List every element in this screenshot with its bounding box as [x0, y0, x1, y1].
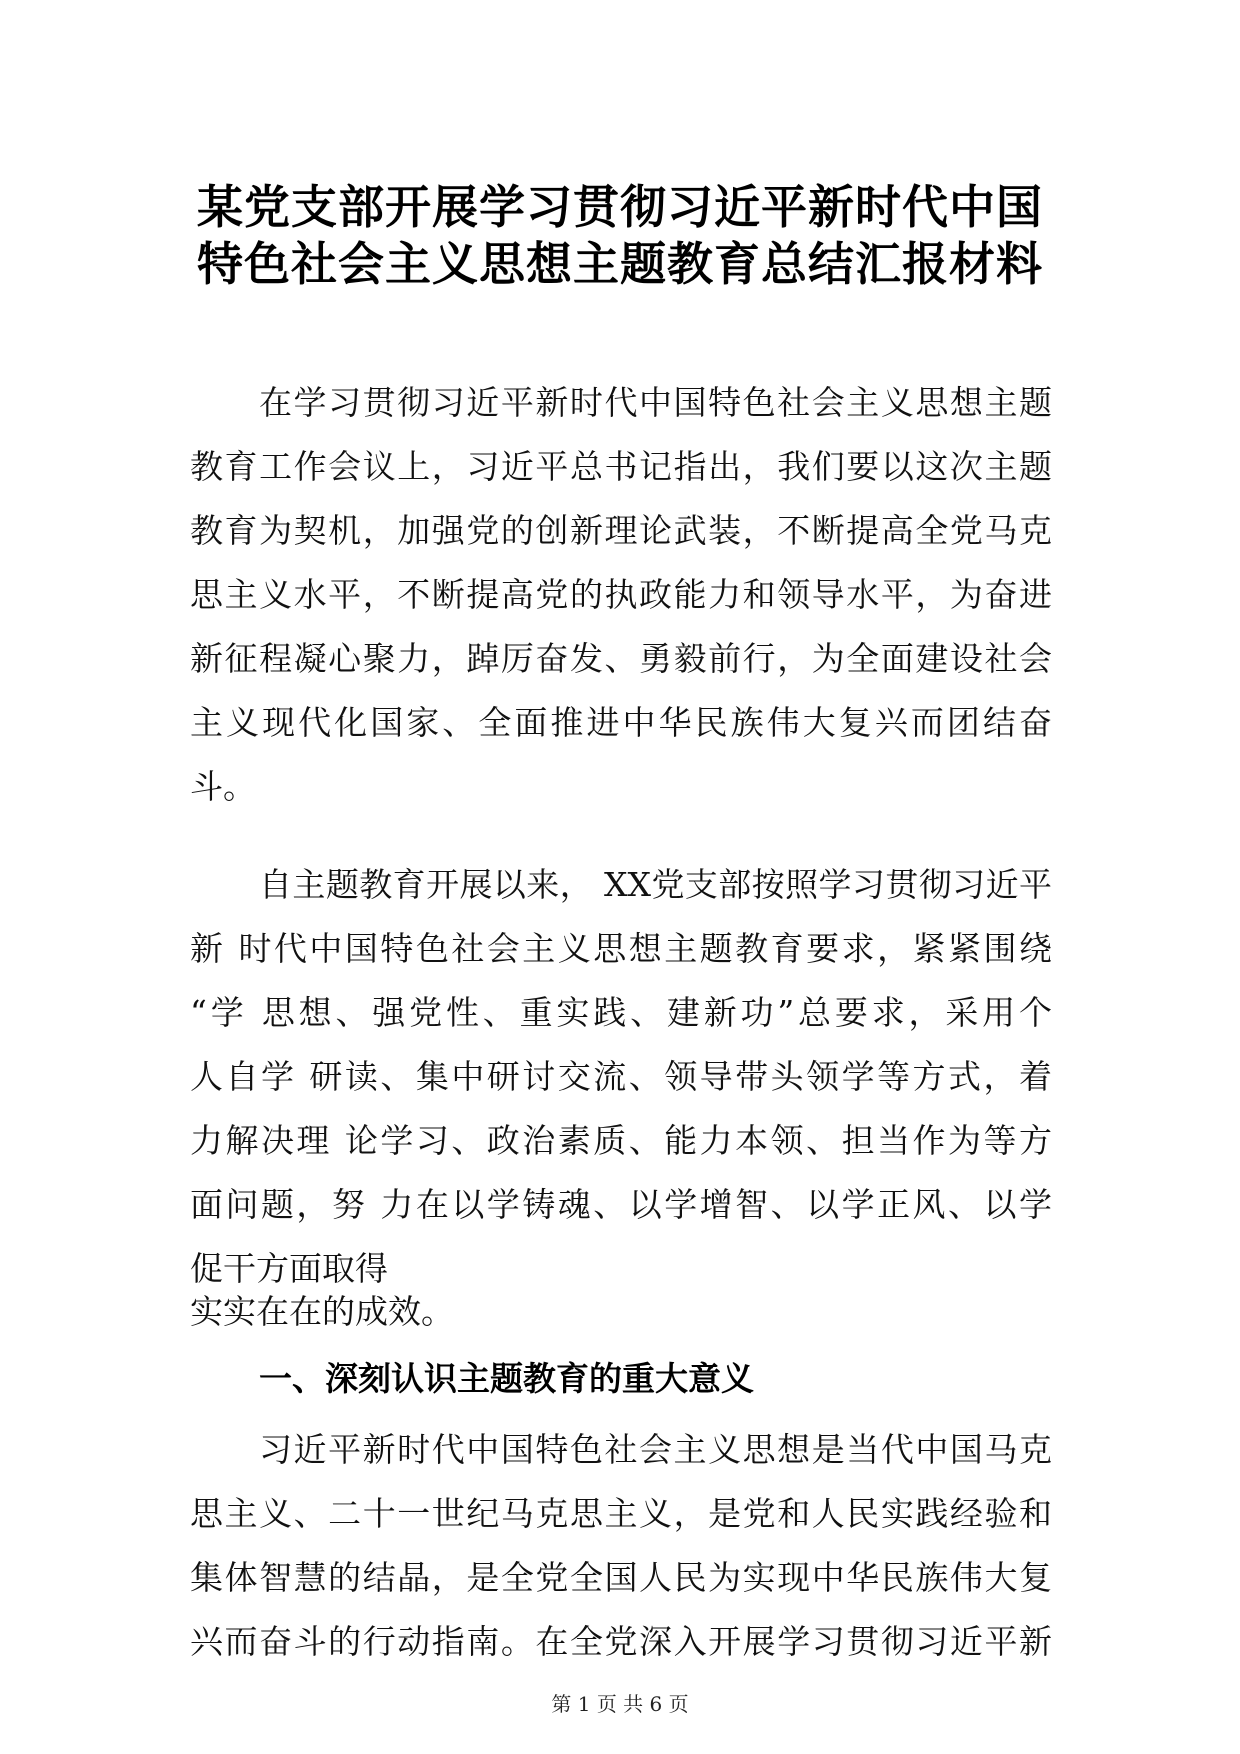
paragraph-2-line-8: 实实在在的成效。 — [190, 1292, 454, 1331]
paragraph-1-line-5: 新征程凝心聚力，踔厉奋发、勇毅前行，为全面建设社会 — [190, 639, 1052, 678]
paragraph-1-line-1: 在学习贯彻习近平新时代中国特色社会主义思想主题 — [259, 383, 1052, 422]
document-title-line-2: 特色社会主义思想主题教育总结汇报材料 — [197, 237, 1043, 291]
paragraph-2-line-4: 人自学 研读、集中研讨交流、领导带头领学等方式，着 — [190, 1057, 1052, 1096]
paragraph-2-line-2: 新 时代中国特色社会主义思想主题教育要求，紧紧围绕 — [190, 929, 1052, 968]
paragraph-2-line-3: “学 思想、强党性、重实践、建新功”总要求，采用个 — [190, 993, 1052, 1032]
paragraph-3-line-2: 思主义、二十一世纪马克思主义，是党和人民实践经验和 — [190, 1494, 1052, 1533]
paragraph-1-line-7: 斗。 — [190, 767, 256, 806]
paragraph-3-line-1: 习近平新时代中国特色社会主义思想是当代中国马克 — [259, 1430, 1052, 1469]
paragraph-1-line-3: 教育为契机，加强党的创新理论武装，不断提高全党马克 — [190, 511, 1052, 550]
paragraph-3-line-4: 兴而奋斗的行动指南。在全党深入开展学习贯彻习近平新 — [190, 1622, 1052, 1661]
paragraph-2-line-5: 力解决理 论学习、政治素质、能力本领、担当作为等方 — [190, 1121, 1052, 1160]
paragraph-1-line-2: 教育工作会议上，习近平总书记指出，我们要以这次主题 — [190, 447, 1052, 486]
paragraph-1-line-6: 主义现代化国家、全面推进中华民族伟大复兴而团结奋 — [190, 703, 1052, 742]
paragraph-2-line-1: 自主题教育开展以来， XX党支部按照学习贯彻习近平 — [259, 865, 1052, 904]
document-title-line-1: 某党支部开展学习贯彻习近平新时代中国 — [197, 180, 1043, 234]
paragraph-3-line-3: 集体智慧的结晶，是全党全国人民为实现中华民族伟大复 — [190, 1558, 1052, 1597]
page-footer: 第 1 页 共 6 页 — [551, 1692, 689, 1716]
paragraph-2-line-7: 促干方面取得 — [190, 1249, 388, 1288]
paragraph-1-line-4: 思主义水平，不断提高党的执政能力和领导水平，为奋进 — [190, 575, 1052, 614]
section-heading-1: 一、深刻认识主题教育的重大意义 — [259, 1359, 754, 1398]
paragraph-2-line-6: 面问题，努 力在以学铸魂、以学增智、以学正风、以学 — [190, 1185, 1052, 1224]
